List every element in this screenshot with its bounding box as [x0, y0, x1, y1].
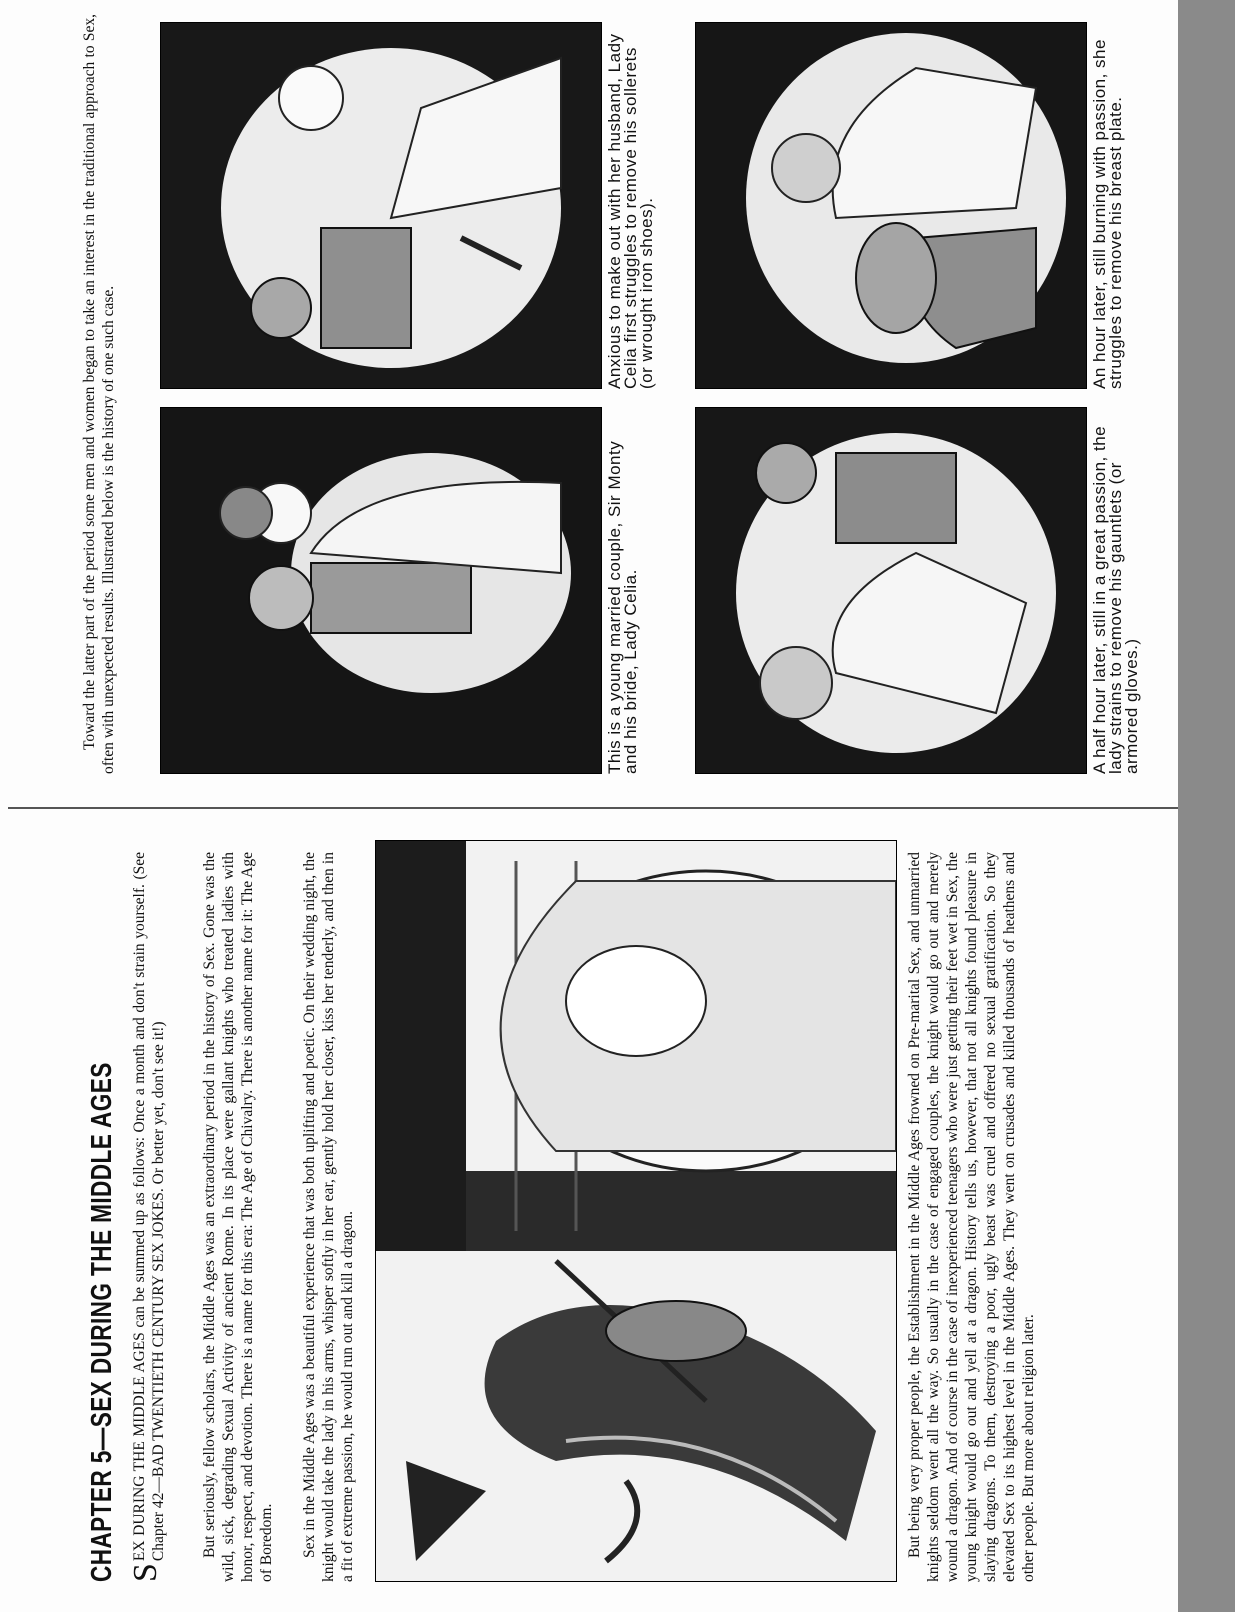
drop-cap: S [127, 1563, 164, 1582]
panel-3-art [695, 407, 1087, 774]
panel-2-art [160, 22, 602, 389]
intro-paragraph [127, 852, 168, 1582]
panel-1-caption: This is a young married couple, Sir Monty and his bride, Lady Celia. [605, 440, 640, 774]
chapter-title: CHAPTER 5—SEX DURING THE MIDDLE AGES [86, 1062, 118, 1582]
margin-strip [1178, 0, 1235, 1612]
right-page [0, 4, 1180, 804]
knight-and-lady-art [161, 408, 601, 773]
panel-4-caption: An hour later, still burning with passion, she struggles to remove his breast plate. [1090, 39, 1125, 389]
lady-pulling-gauntlets-art [696, 408, 1086, 773]
panel-4-art [695, 22, 1087, 389]
lady-pulling-breast-plate-art [696, 23, 1086, 388]
panel-3-caption: A half hour later, still in a great passion, the lady strains to remove his gauntlets (or armored gloves.) [1090, 425, 1141, 774]
lady-pulling-iron-shoes-art [161, 23, 601, 388]
left-page [0, 812, 1180, 1612]
panel-1-art [160, 407, 602, 774]
dragon-illustration-art [376, 841, 896, 1581]
intro-text: EX DURING THE MIDDLE AGES can be summed up as follows: Once a month and don't strain yourself. (See Chapter 42—BAD TWENTIETH CENTURY SEX JOKES. Or better yet, don't see it!) [131, 852, 167, 1562]
paragraph-2: Sex in the Middle Ages was a beautiful experience that was both uplifting and poetic. On their wedding night, the knight would take the lady in his arms, whisper softly in her ear, gently hold her closer, kiss her tenderly, and then in a fit of extreme passion, he would run out and kill a dragon. [301, 852, 356, 1582]
right-page-intro: Toward the latter part of the period some men and women began to take an interest in the traditional approach to Sex, often with unexpected results. Illustrated below is the history of one such case. [81, 14, 117, 774]
panel-2-caption: Anxious to make out with her husband, Lady Celia first struggles to remove his sollerets (or wrought iron shoes). [605, 33, 656, 389]
paragraph-3: But being very proper people, the Establishment in the Middle Ages frowned on Pre-marital Sex, and unmarried knights seldom went all the way. So usually in the case of engaged couples, the knight would go out and merely wound a dragon. And of course in the case of inexperienced teenagers who were just getting their feet wet in Sex, the young knight would go out and yell at a dragon. History tells us, however, that not all knights found pleasure in slaying dragons. To them, destroying a poor, ugly beast was cruel and offered no sexual gratification. So they elevated Sex to its highest level in the Middle Ages. They went on crusades and killed thousands of heathens and other people. But more about religion later. [906, 852, 1037, 1582]
paragraph-1: But seriously, fellow scholars, the Middle Ages was an extraordinary period in the history of Sex. Gone was the wild, sick, degrading Sexual Activity of ancient Rome. In its place were gallant knights who treated ladies with honor, respect, and devotion. There is a name for this era: The Age of Chivalry. There is another name for it: The Age of Boredom. [201, 852, 275, 1582]
dragon-illustration [375, 840, 897, 1582]
